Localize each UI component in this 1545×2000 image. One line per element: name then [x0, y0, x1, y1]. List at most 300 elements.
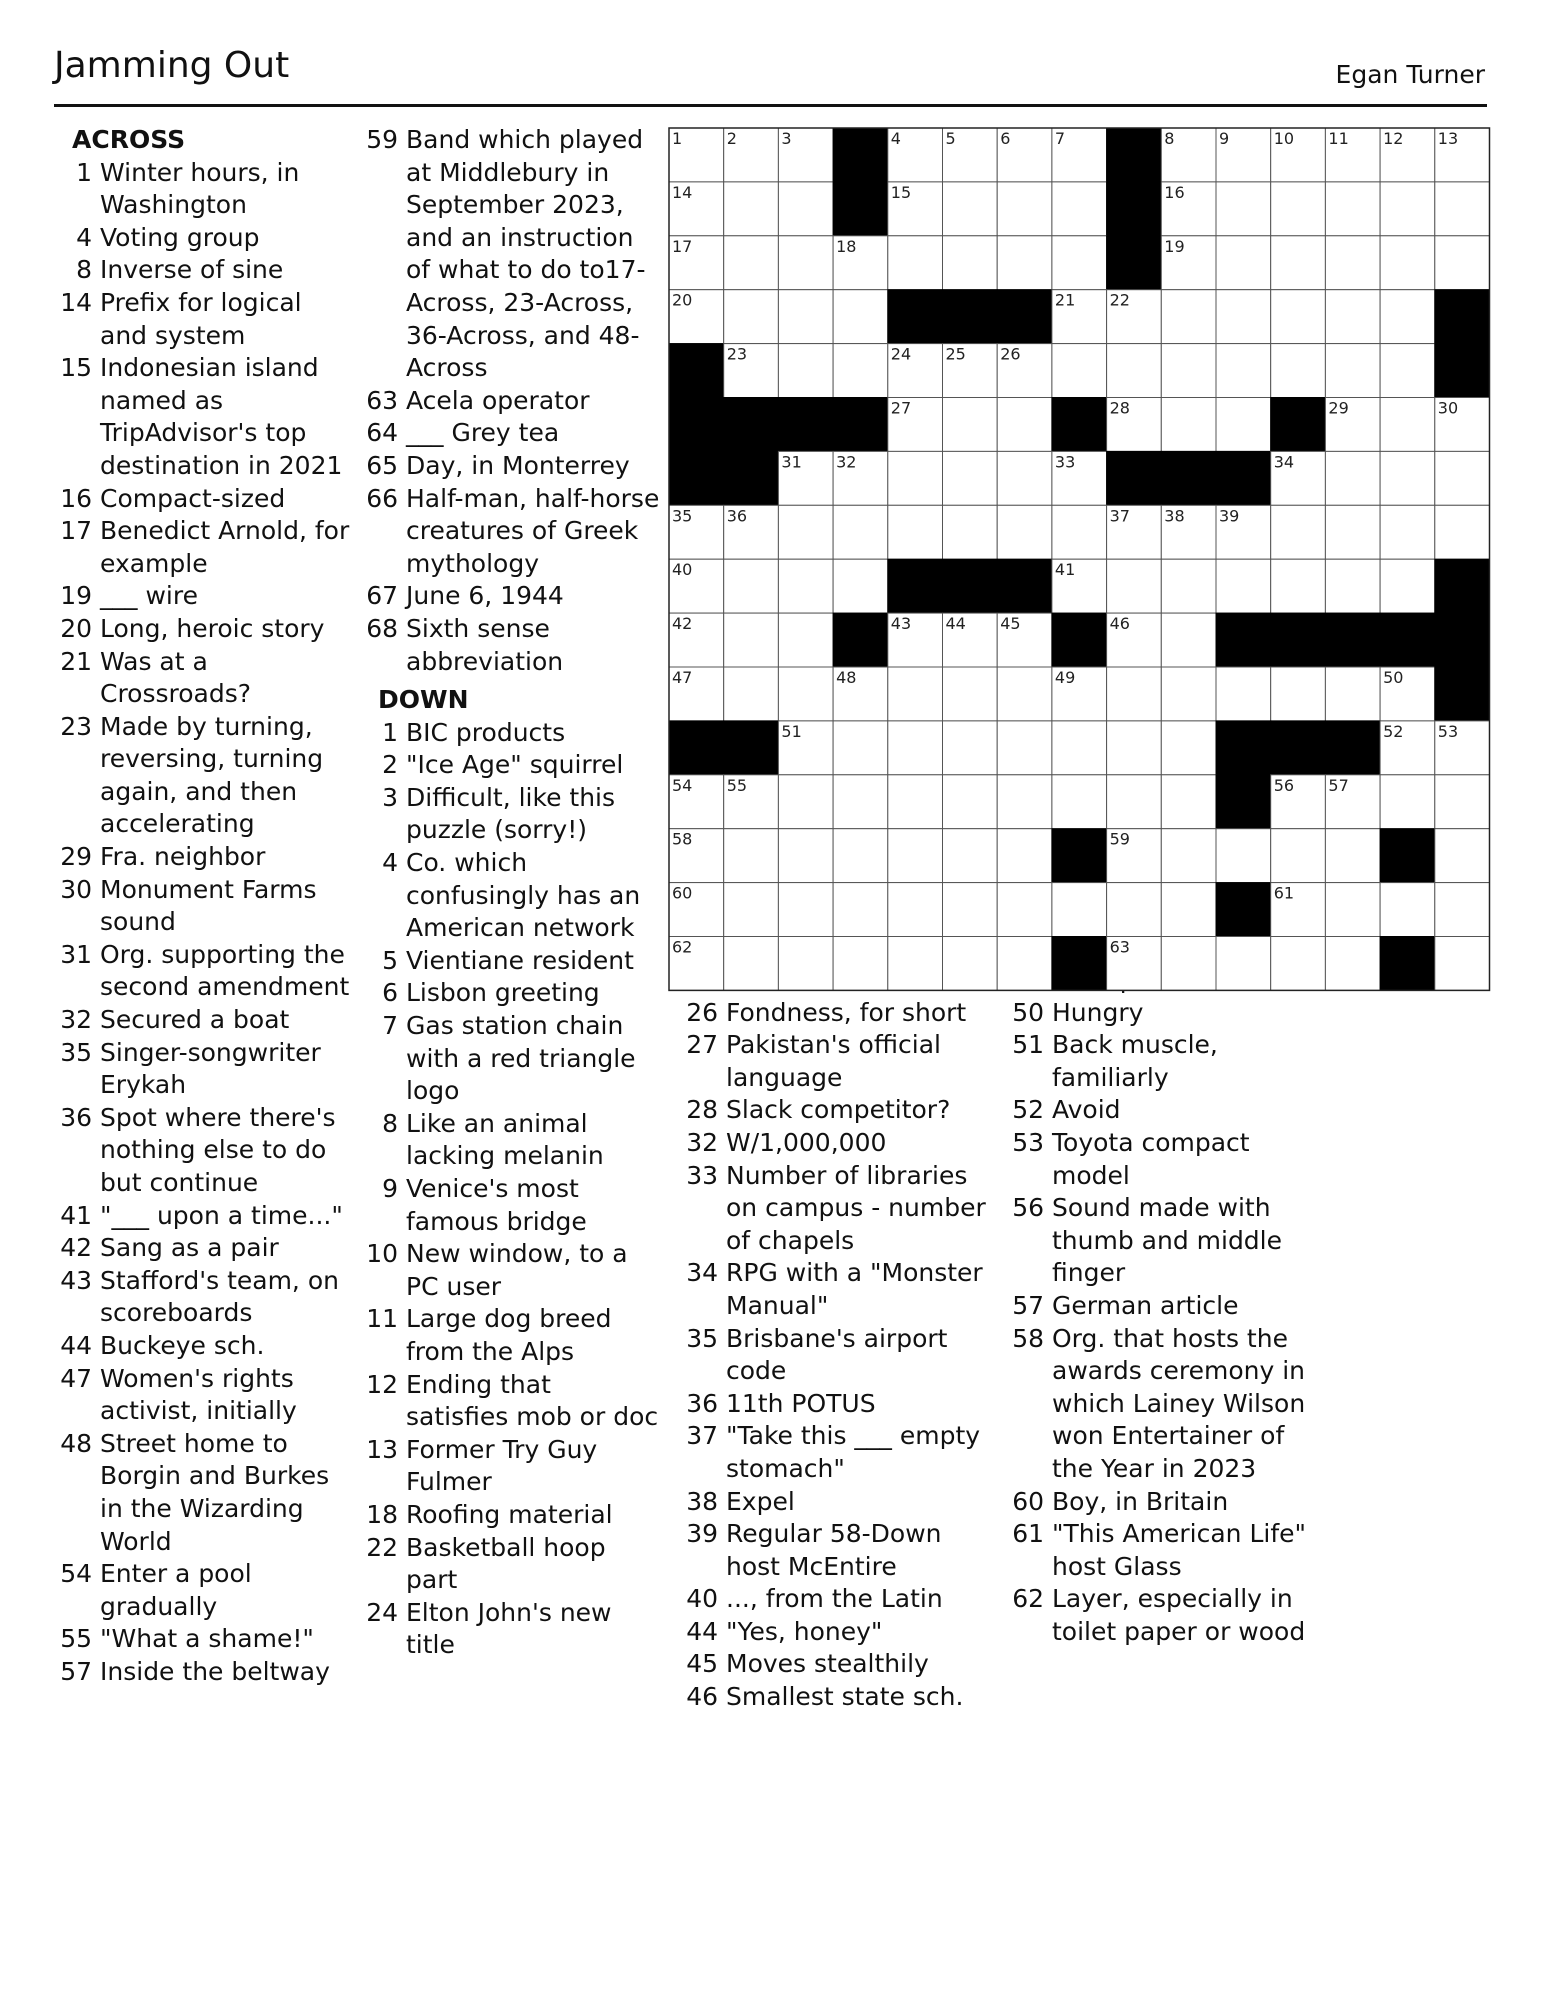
clue-item[interactable] [680, 1616, 990, 1649]
grid-cell[interactable] [1216, 236, 1271, 290]
grid-cell[interactable] [724, 829, 779, 883]
grid-cell[interactable] [1161, 290, 1216, 344]
cell-number: 26 [1000, 344, 1021, 364]
clue-item[interactable] [360, 1532, 660, 1597]
clue-item[interactable] [1006, 1290, 1306, 1323]
clue-item[interactable] [360, 124, 660, 385]
cell-number: 59 [1109, 829, 1130, 849]
grid-cell[interactable] [724, 290, 779, 344]
grid-cell[interactable] [724, 667, 779, 721]
black-square [1216, 613, 1271, 667]
black-square [833, 398, 888, 452]
black-square [669, 398, 724, 452]
clue-item[interactable] [680, 1127, 990, 1160]
grid-cell[interactable] [1435, 937, 1490, 991]
clue-text: Made by turning, reversing, turning again, and then accelerating [100, 711, 324, 839]
clue-number: 23 [60, 711, 92, 741]
clue-item[interactable] [360, 580, 660, 613]
black-square [833, 613, 888, 667]
grid-cell[interactable] [943, 937, 998, 991]
cell-number: 42 [672, 614, 693, 634]
clue-item[interactable] [680, 1518, 990, 1583]
clue-item[interactable] [360, 1303, 660, 1368]
cell-number: 57 [1328, 775, 1349, 795]
clue-text: Was at a Crossroads? [100, 646, 252, 709]
grid-cell[interactable] [1052, 505, 1107, 559]
grid-cell[interactable] [943, 236, 998, 290]
cell-number: 12 [1383, 129, 1404, 148]
grid-cell[interactable] [888, 721, 943, 775]
clue-number: 63 [366, 385, 398, 415]
grid-cell[interactable] [778, 775, 833, 829]
clue-text: Roofing material [406, 1499, 613, 1529]
grid-cell[interactable] [833, 721, 888, 775]
cell-number: 61 [1273, 883, 1295, 903]
cell-number: 23 [726, 344, 748, 364]
clue-item[interactable] [360, 1010, 660, 1108]
clue-item[interactable] [54, 1200, 354, 1233]
grid-cell[interactable] [1271, 667, 1326, 721]
grid-cell[interactable] [1052, 775, 1107, 829]
grid-cell[interactable] [1325, 290, 1380, 344]
grid-cell[interactable] [943, 505, 998, 559]
clue-item[interactable] [360, 847, 660, 945]
clue-number: 32 [686, 1127, 718, 1157]
grid-cell[interactable] [1161, 559, 1216, 613]
cell-number: 41 [1054, 560, 1076, 580]
grid-cell[interactable] [1325, 829, 1380, 883]
grid-cell[interactable] [943, 451, 998, 505]
clue-number: 60 [1012, 1486, 1044, 1516]
black-square [1161, 451, 1216, 505]
grid-cell[interactable] [888, 505, 943, 559]
clue-item[interactable] [54, 1102, 354, 1200]
clue-item[interactable] [1006, 997, 1306, 1030]
grid-cell[interactable] [1380, 451, 1435, 505]
grid-cell[interactable] [1271, 182, 1326, 236]
grid-cell[interactable] [1380, 883, 1435, 937]
black-square [1107, 182, 1162, 236]
grid-cell[interactable] [1052, 236, 1107, 290]
clue-item[interactable] [360, 945, 660, 978]
grid-cell[interactable] [997, 721, 1052, 775]
grid-cell[interactable] [724, 559, 779, 613]
grid-cell[interactable] [997, 182, 1052, 236]
clue-item[interactable] [54, 613, 354, 646]
cell-number: 36 [726, 506, 748, 526]
grid-cell[interactable] [833, 775, 888, 829]
clue-text: Basketball hoop part [406, 1532, 606, 1595]
grid-cell[interactable] [1161, 883, 1216, 937]
grid-cell[interactable] [1380, 505, 1435, 559]
grid-cell[interactable] [1216, 667, 1271, 721]
grid-cell[interactable] [1161, 398, 1216, 452]
clue-number: 28 [686, 1095, 718, 1125]
clue-item[interactable] [360, 417, 660, 450]
grid-cell[interactable] [1107, 344, 1162, 398]
black-square [724, 398, 779, 452]
grid-cell[interactable] [1107, 883, 1162, 937]
clue-text: ___ wire [100, 581, 198, 611]
clue-item[interactable] [54, 646, 354, 711]
black-square [997, 559, 1052, 613]
black-square [1107, 236, 1162, 290]
grid-cell[interactable] [997, 505, 1052, 559]
grid-cell[interactable] [1325, 883, 1380, 937]
grid-cell[interactable] [997, 236, 1052, 290]
clue-item[interactable] [54, 483, 354, 516]
clue-item[interactable] [54, 1656, 354, 1689]
black-square [1271, 398, 1326, 452]
clue-item[interactable] [360, 1597, 660, 1662]
grid-cell[interactable] [1435, 829, 1490, 883]
grid-cell[interactable] [1216, 398, 1271, 452]
clue-item[interactable] [360, 1369, 660, 1434]
clue-item[interactable] [360, 782, 660, 847]
cell-number: 50 [1383, 668, 1404, 687]
clue-item[interactable] [360, 385, 660, 418]
grid-cell[interactable] [833, 344, 888, 398]
grid-cell[interactable] [1161, 829, 1216, 883]
grid-cell[interactable] [724, 236, 779, 290]
clue-item[interactable] [54, 515, 354, 580]
clue-text: Org. supporting the second amendment [100, 939, 350, 1002]
grid-cell[interactable] [1380, 398, 1435, 452]
clue-item[interactable] [360, 613, 660, 678]
clue-item[interactable] [1006, 1518, 1306, 1583]
grid-cell[interactable] [997, 775, 1052, 829]
cell-number: 3 [781, 129, 792, 148]
clue-text: June 6, 1944 [406, 581, 564, 611]
clue-number: 12 [366, 1369, 398, 1399]
grid-cell[interactable] [997, 829, 1052, 883]
cell-number: 63 [1109, 937, 1130, 957]
grid-cell[interactable] [888, 236, 943, 290]
grid-cell[interactable] [778, 559, 833, 613]
grid-cell[interactable] [833, 829, 888, 883]
clue-item[interactable] [680, 1094, 990, 1127]
grid-cell[interactable] [943, 883, 998, 937]
grid-cell[interactable] [1161, 613, 1216, 667]
black-square [669, 721, 724, 775]
grid-cell[interactable] [1107, 667, 1162, 721]
clue-item[interactable] [54, 1004, 354, 1037]
cell-number: 5 [945, 129, 956, 148]
clue-item[interactable] [54, 1232, 354, 1265]
clue-item[interactable] [54, 157, 354, 222]
clue-number: 42 [60, 1233, 92, 1263]
clue-item[interactable] [360, 1173, 660, 1238]
grid-cell[interactable] [1271, 829, 1326, 883]
clue-number: 17 [60, 516, 92, 546]
grid-cell[interactable] [1271, 290, 1326, 344]
clue-item[interactable] [680, 1323, 990, 1388]
cell-number: 53 [1437, 721, 1459, 741]
cell-number: 6 [1000, 129, 1011, 148]
grid-cell[interactable] [943, 182, 998, 236]
clue-item[interactable] [1006, 1583, 1306, 1648]
grid-cell[interactable] [778, 937, 833, 991]
clue-number: 1 [76, 157, 92, 187]
grid-cell[interactable] [1435, 883, 1490, 937]
grid-cell[interactable] [1107, 559, 1162, 613]
grid-cell[interactable] [1435, 505, 1490, 559]
cell-number: 18 [836, 236, 857, 256]
clue-item[interactable] [680, 1681, 990, 1714]
grid-cell[interactable] [1161, 775, 1216, 829]
clue-number: 24 [366, 1597, 398, 1627]
grid-cell[interactable] [778, 613, 833, 667]
grid-cell[interactable] [1216, 344, 1271, 398]
clue-item[interactable] [54, 352, 354, 482]
clue-item[interactable] [680, 1160, 990, 1258]
cell-number: 37 [1109, 506, 1130, 526]
grid-cell[interactable] [997, 667, 1052, 721]
clue-item[interactable] [54, 287, 354, 352]
grid-cell[interactable] [1380, 236, 1435, 290]
grid-cell[interactable] [1271, 937, 1326, 991]
clue-number: 15 [60, 353, 92, 383]
grid-cell[interactable] [778, 344, 833, 398]
grid-cell[interactable] [1052, 721, 1107, 775]
black-square [778, 398, 833, 452]
grid-cell[interactable] [1435, 775, 1490, 829]
grid-cell[interactable] [997, 451, 1052, 505]
grid-cell[interactable] [1271, 559, 1326, 613]
grid-cell[interactable] [1052, 182, 1107, 236]
grid-cell[interactable] [1380, 559, 1435, 613]
grid-cell[interactable] [1380, 344, 1435, 398]
clue-text: Singer-songwriter Erykah [100, 1037, 321, 1100]
grid-cell[interactable] [888, 883, 943, 937]
clue-item[interactable] [360, 1238, 660, 1303]
clue-text: Back muscle, familiarly [1052, 1030, 1218, 1092]
grid-cell[interactable] [833, 290, 888, 344]
clue-item[interactable] [360, 749, 660, 782]
grid-cell[interactable] [1216, 559, 1271, 613]
cell-number: 45 [1000, 614, 1021, 634]
clue-item[interactable] [680, 1257, 990, 1322]
grid-cell[interactable] [943, 667, 998, 721]
cell-number: 24 [890, 344, 912, 364]
cell-number: 17 [672, 236, 693, 256]
black-square [1107, 128, 1162, 182]
grid-cell[interactable] [1325, 667, 1380, 721]
grid-cell[interactable] [997, 937, 1052, 991]
clue-text: Women's rights activist, initially [100, 1363, 297, 1426]
grid-cell[interactable] [1325, 559, 1380, 613]
clue-number: 30 [60, 874, 92, 904]
clue-item[interactable] [54, 222, 354, 255]
clue-text: New window, to a PC user [406, 1239, 628, 1301]
grid-cell[interactable] [1271, 505, 1326, 559]
grid-cell[interactable] [724, 182, 779, 236]
grid-cell[interactable] [1435, 236, 1490, 290]
grid-cell[interactable] [1325, 451, 1380, 505]
grid-cell[interactable] [1052, 883, 1107, 937]
clue-number: 62 [1012, 1584, 1044, 1614]
cell-number: 52 [1383, 721, 1404, 741]
grid-cell[interactable] [778, 290, 833, 344]
grid-cell[interactable] [1216, 937, 1271, 991]
grid-cell[interactable] [1216, 290, 1271, 344]
grid-cell[interactable] [888, 667, 943, 721]
clue-number: 44 [60, 1330, 92, 1360]
clue-number: 35 [686, 1323, 718, 1353]
clue-text: Enter a pool gradually [100, 1559, 252, 1621]
clue-text: Hungry [1052, 997, 1144, 1027]
clue-item[interactable] [680, 997, 990, 1030]
clue-text: ..., from the Latin [726, 1584, 943, 1614]
clue-text: Monument Farms sound [100, 874, 317, 937]
clue-item[interactable] [360, 1499, 660, 1532]
clue-item[interactable] [1006, 1029, 1306, 1094]
grid-cell[interactable] [888, 451, 943, 505]
clue-item[interactable] [54, 874, 354, 939]
clue-item[interactable] [54, 1265, 354, 1330]
clue-item[interactable] [360, 1434, 660, 1499]
clue-number: 2 [382, 750, 398, 780]
grid-cell[interactable] [778, 829, 833, 883]
clue-item[interactable] [360, 977, 660, 1010]
grid-cell[interactable] [1435, 451, 1490, 505]
black-square [943, 559, 998, 613]
clue-item[interactable] [54, 1037, 354, 1102]
clue-number: 3 [382, 782, 398, 812]
cell-number: 32 [836, 452, 857, 472]
grid-cell[interactable] [724, 937, 779, 991]
grid-cell[interactable] [1380, 775, 1435, 829]
grid-cell[interactable] [833, 559, 888, 613]
clue-item[interactable] [360, 450, 660, 483]
clue-item[interactable] [54, 841, 354, 874]
grid-cell[interactable] [1161, 667, 1216, 721]
grid-cell[interactable] [1052, 344, 1107, 398]
clue-text: Stafford's team, on scoreboards [100, 1265, 339, 1328]
clue-item[interactable] [680, 1388, 990, 1421]
grid-cell[interactable] [724, 883, 779, 937]
grid-cell[interactable] [1435, 182, 1490, 236]
grid-cell[interactable] [997, 398, 1052, 452]
clue-number: 64 [366, 418, 398, 448]
grid-cell[interactable] [1216, 182, 1271, 236]
grid-cell[interactable] [943, 721, 998, 775]
grid-cell[interactable] [1325, 236, 1380, 290]
clue-item[interactable] [680, 1486, 990, 1519]
clue-item[interactable] [54, 1623, 354, 1656]
clue-item[interactable] [1006, 1192, 1306, 1290]
cell-number: 4 [890, 129, 901, 148]
grid-cell[interactable] [943, 398, 998, 452]
grid-cell[interactable] [943, 775, 998, 829]
grid-cell[interactable] [1107, 775, 1162, 829]
clue-item[interactable] [360, 717, 660, 750]
grid-cell[interactable] [1161, 937, 1216, 991]
cell-number: 54 [672, 775, 693, 795]
clue-number: 68 [366, 613, 398, 643]
clue-number: 19 [60, 581, 92, 611]
cell-number: 29 [1328, 398, 1349, 418]
clue-item[interactable] [54, 1428, 354, 1558]
grid-cell[interactable] [778, 236, 833, 290]
black-square [1435, 559, 1490, 613]
clue-number: 34 [686, 1258, 718, 1288]
clue-item[interactable] [680, 1420, 990, 1485]
clue-item[interactable] [1006, 1486, 1306, 1519]
grid-cell[interactable] [833, 937, 888, 991]
grid-cell[interactable] [888, 829, 943, 883]
grid-cell[interactable] [943, 829, 998, 883]
grid-cell[interactable] [1161, 344, 1216, 398]
grid-cell[interactable] [1271, 236, 1326, 290]
grid-cell[interactable] [997, 883, 1052, 937]
grid-cell[interactable] [1107, 721, 1162, 775]
clue-item[interactable] [680, 1583, 990, 1616]
grid-cell[interactable] [1161, 721, 1216, 775]
clue-text: Difficult, like this puzzle (sorry!) [406, 782, 616, 845]
clue-item[interactable] [1006, 1127, 1306, 1192]
clue-item[interactable] [54, 580, 354, 613]
clue-item[interactable] [54, 939, 354, 1004]
grid-cell[interactable] [778, 505, 833, 559]
clue-text: Elton John's new title [406, 1597, 612, 1660]
grid-cell[interactable] [1380, 290, 1435, 344]
clue-item[interactable] [1006, 1094, 1306, 1127]
cell-number: 7 [1054, 129, 1066, 148]
grid-cell[interactable] [1271, 344, 1326, 398]
clue-item[interactable] [54, 254, 354, 287]
clue-item[interactable] [54, 1558, 354, 1623]
grid-cell[interactable] [833, 505, 888, 559]
grid-cell[interactable] [1325, 505, 1380, 559]
grid-cell[interactable] [778, 667, 833, 721]
clue-item[interactable] [360, 1108, 660, 1173]
clue-item[interactable] [54, 1330, 354, 1363]
clue-item[interactable] [54, 1363, 354, 1428]
clue-item[interactable] [1006, 1323, 1306, 1486]
clue-text: Expel [726, 1486, 795, 1516]
puzzle-title: Jamming Out [54, 45, 290, 86]
grid-cell[interactable] [1380, 182, 1435, 236]
clue-number: 7 [382, 1011, 398, 1041]
clue-number: 29 [60, 842, 92, 872]
grid-cell[interactable] [1325, 182, 1380, 236]
clue-item[interactable] [680, 1648, 990, 1681]
grid-cell[interactable] [724, 613, 779, 667]
clue-number: 9 [382, 1174, 398, 1203]
black-square [1271, 613, 1326, 667]
clue-number: 61 [1012, 1519, 1044, 1549]
black-square [943, 290, 998, 344]
grid-cell[interactable] [778, 182, 833, 236]
grid-cell[interactable] [1216, 829, 1271, 883]
clue-item[interactable] [360, 483, 660, 581]
clue-text: BIC products [406, 717, 566, 747]
clue-item[interactable] [54, 711, 354, 841]
grid-cell[interactable] [1325, 344, 1380, 398]
clue-text: Number of libraries on campus - number of chapels [726, 1160, 986, 1255]
grid-cell[interactable] [1325, 937, 1380, 991]
clue-text: Large dog breed from the Alps [406, 1304, 612, 1366]
grid-cell[interactable] [888, 775, 943, 829]
grid-cell[interactable] [888, 937, 943, 991]
clue-number: 14 [60, 287, 92, 317]
clue-item[interactable] [680, 1029, 990, 1094]
clue-number: 32 [60, 1005, 92, 1035]
grid-cell[interactable] [778, 883, 833, 937]
grid-cell[interactable] [833, 883, 888, 937]
crossword-grid[interactable] [668, 127, 1491, 992]
